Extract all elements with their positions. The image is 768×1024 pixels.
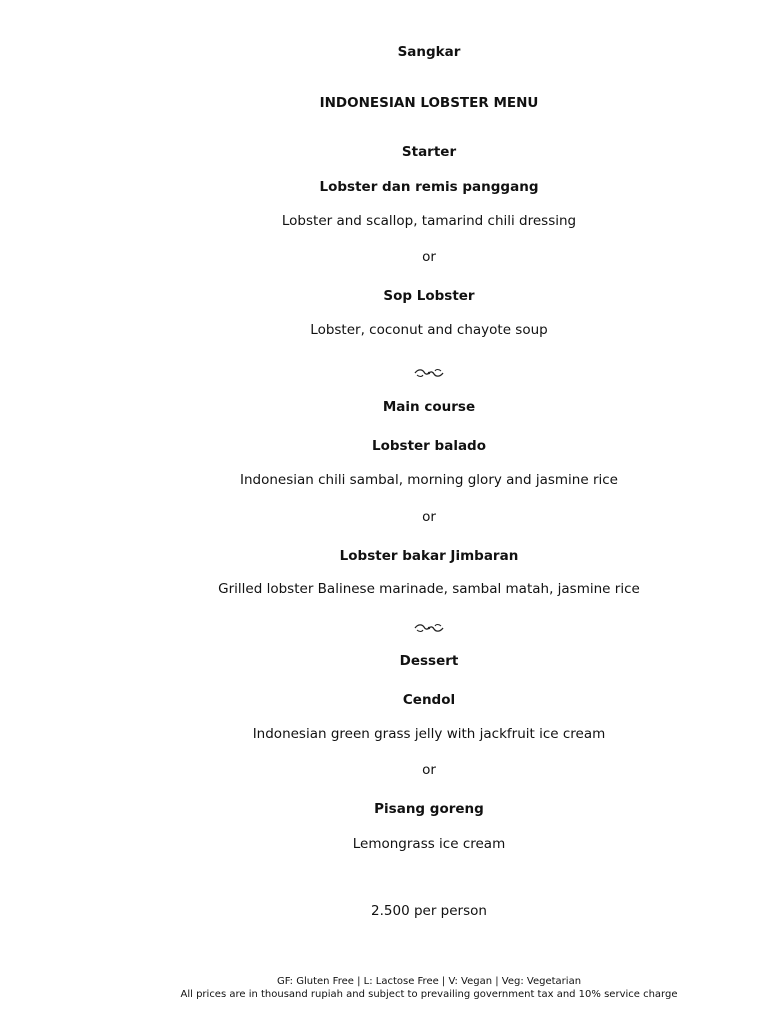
or-separator: or (422, 509, 436, 525)
dish-description: Indonesian green grass jelly with jackfruit ice cream (252, 726, 606, 742)
dish-name: Sop Lobster (383, 288, 475, 304)
dish-description: Indonesian chili sambal, morning glory and jasmine rice (240, 472, 618, 488)
dish-name: Cendol (402, 692, 456, 708)
dish-name: Lobster dan remis panggang (319, 179, 539, 195)
restaurant-name: Sangkar (397, 44, 461, 60)
dish-description: Lemongrass ice cream (352, 836, 506, 852)
price-per-person: 2.500 per person (371, 903, 487, 919)
section-heading-starter: Starter (401, 144, 457, 160)
flourish-divider-icon (413, 367, 445, 379)
price-note: All prices are in thousand rupiah and subject to prevailing government tax and 10% service charge (180, 989, 678, 1000)
dietary-legend: GF: Gluten Free | L: Lactose Free | V: Vegan | Veg: Vegetarian (276, 976, 582, 987)
dish-description: Lobster, coconut and chayote soup (310, 322, 548, 338)
menu-title: INDONESIAN LOBSTER MENU (319, 95, 539, 111)
section-heading-main-course: Main course (382, 399, 476, 415)
dish-name: Lobster bakar Jimbaran (339, 548, 519, 564)
dish-name: Pisang goreng (374, 801, 484, 817)
flourish-divider-icon (413, 622, 445, 634)
dish-name: Lobster balado (372, 438, 486, 454)
or-separator: or (422, 762, 436, 778)
dish-description: Lobster and scallop, tamarind chili dressing (281, 213, 577, 229)
dish-description: Grilled lobster Balinese marinade, sambal matah, jasmine rice (218, 581, 640, 597)
or-separator: or (422, 249, 436, 265)
section-heading-dessert: Dessert (399, 653, 459, 669)
